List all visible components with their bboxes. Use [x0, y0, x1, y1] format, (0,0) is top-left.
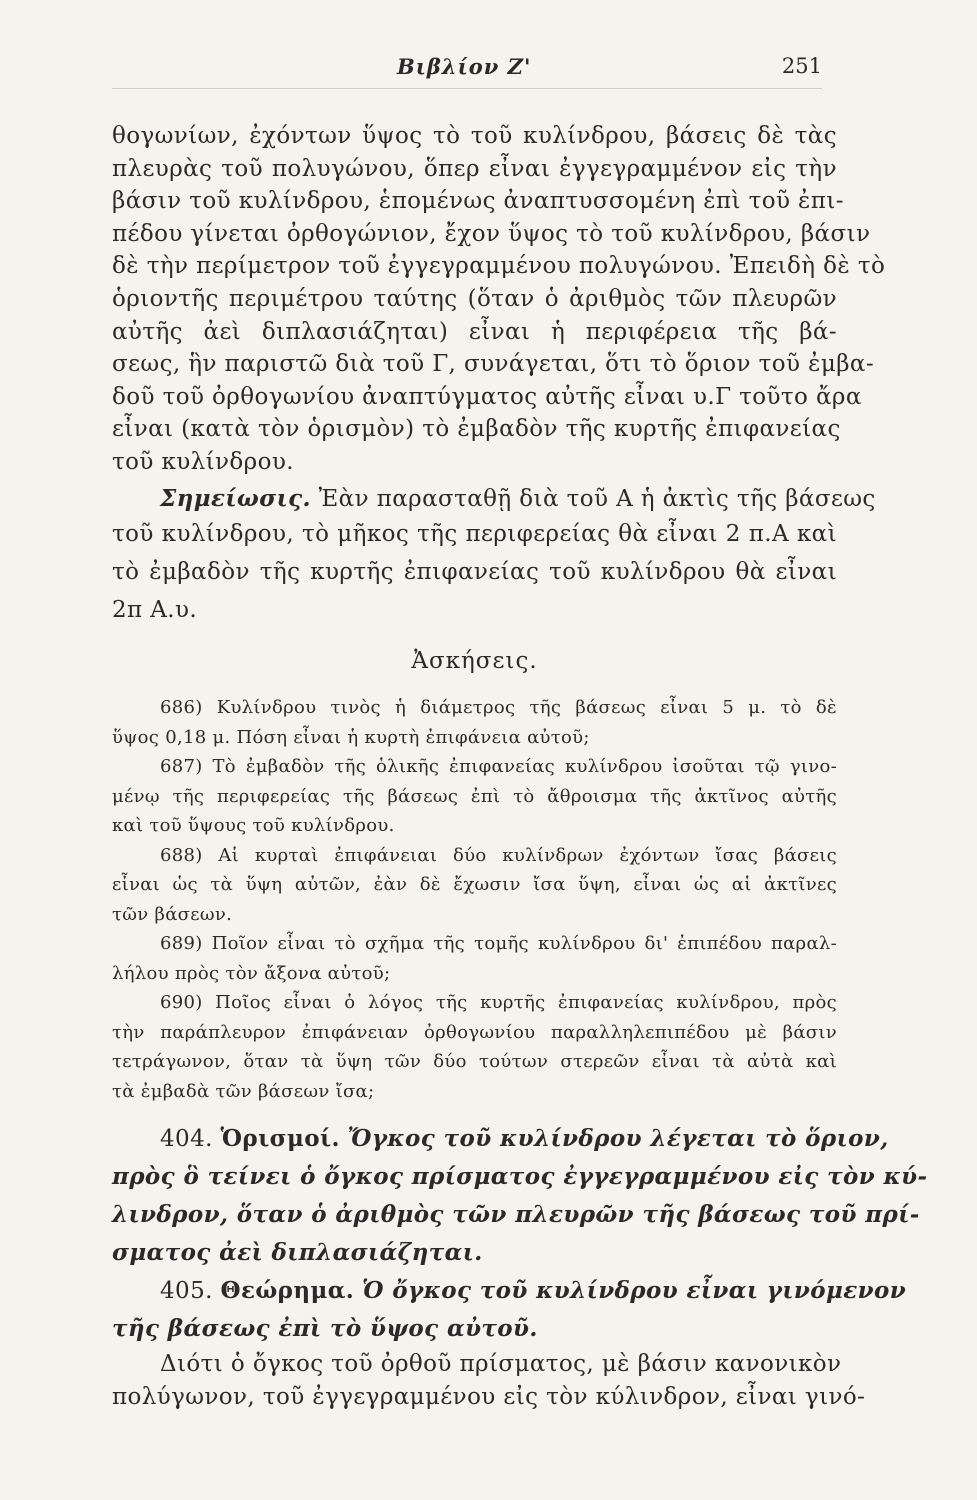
theorem-paragraph — [112, 1272, 907, 1414]
exercise-line: λήλου πρὸς τὸν ἄξονα αὐτοῦ; — [112, 962, 391, 984]
text-line: δοῦ τοῦ ὀρθογωνίου ἀναπτύγματος αὐτῆς εἶναι υ.Γ τοῦτο ἄρα — [112, 383, 862, 410]
proof-line: πολύγωνον, τοῦ ἐγγεγραμμένου εἰς τὸν κύλινδρον, εἶναι γινό- — [112, 1384, 866, 1411]
exercise-item — [112, 929, 837, 988]
page-number: 251 — [781, 54, 822, 78]
exercise-item — [112, 988, 837, 1106]
definition-line: σματος ἀεὶ διπλασιάζηται. — [112, 1239, 483, 1267]
exercise-line: εἶναι ὡς τὰ ὕψη αὐτῶν, ἐὰν δὲ ἔχωσιν ἴσα ὕψη, εἶναι ὡς αἱ ἀκτῖνες — [112, 874, 837, 896]
exercise-item — [112, 693, 837, 752]
theorem-label: Θεώρημα. — [220, 1277, 355, 1305]
text-line: 2π Α.υ. — [112, 597, 198, 624]
text-line: ὁριοντῆς περιμέτρου ταύτης (ὅταν ὁ ἀριθμὸς τῶν πλευρῶν — [112, 285, 837, 312]
text-line: σεως, ἣν παριστῶ διὰ τοῦ Γ, συνάγεται, ὅτι τὸ ὅριον τοῦ ἐμβα- — [112, 351, 874, 378]
theorem-first-line — [112, 1272, 907, 1310]
text-line: τοῦ κυλίνδρου. — [112, 448, 294, 475]
text-line: δὲ τὴν περίμετρον τοῦ ἐγγεγραμμένου πολυγώνου. Ἐπειδὴ δὲ τὸ — [112, 253, 886, 280]
exercise-line: μένῳ τῆς περιφερείας τῆς βάσεως ἐπὶ τὸ ἄθροισμα τῆς ἀκτῖνος αὐτῆς — [112, 785, 837, 807]
note-label: Σημείωσις. — [160, 484, 311, 512]
exercise-line: 689) Ποῖον εἶναι τὸ σχῆμα τῆς τομῆς κυλίνδρου δι' ἐπιπέδου παραλ- — [160, 933, 837, 955]
exercise-line: 688) Αἱ κυρταὶ ἐπιφάνειαι δύο κυλίνδρων ἐχόντων ἴσας βάσεις — [160, 844, 837, 866]
text-line: εἶναι (κατὰ τὸν ὁρισμὸν) τὸ ἐμβαδὸν τῆς κυρτῆς ἐπιφανείας — [112, 416, 841, 443]
text-line: αὐτῆς ἀεὶ διπλασιάζηται) εἶναι ἡ περιφέρεια τῆς βά- — [112, 318, 837, 345]
definition-first-line — [112, 1120, 889, 1158]
exercise-line: ὕψος 0,18 μ. Πόση εἶναι ἡ κυρτὴ ἐπιφάνεια αὐτοῦ; — [112, 726, 590, 748]
exercise-item — [112, 752, 837, 841]
theorem-line: τῆς βάσεως ἐπὶ τὸ ὕψος αὐτοῦ. — [112, 1315, 538, 1343]
text-line: πέδου γίνεται ὀρθογώνιον, ἔχον ὕψος τὸ τοῦ κυλίνδρου, βάσιν — [112, 220, 871, 247]
definition-line: λινδρον, ὅταν ὁ ἀριθμὸς τῶν πλευρῶν τῆς βάσεως τοῦ πρί- — [112, 1201, 920, 1229]
theorem-number: 405. — [160, 1278, 213, 1305]
note-first-line — [112, 483, 876, 516]
exercise-line: 686) Κυλίνδρου τινὸς ἡ διάμετρος τῆς βάσεως εἶναι 5 μ. τὸ δὲ — [160, 697, 837, 719]
definition-line: πρὸς ὃ τείνει ὁ ὄγκος πρίσματος ἐγγεγραμμένου εἰς τὸν κύ- — [112, 1163, 928, 1191]
note-paragraph — [112, 483, 876, 630]
exercise-line: 690) Ποῖος εἶναι ὁ λόγος τῆς κυρτῆς ἐπιφανείας κυλίνδρου, πρὸς — [160, 992, 837, 1014]
exercise-line: τῶν βάσεων. — [112, 903, 233, 925]
exercise-line: τὰ ἐμβαδὰ τῶν βάσεων ἴσα; — [112, 1080, 375, 1102]
text-line: θογωνίων, ἐχόντων ὕψος τὸ τοῦ κυλίνδρου, βάσεις δὲ τὰς — [112, 123, 837, 149]
exercise-line: 687) Τὸ ἐμβαδὸν τῆς ὁλικῆς ἐπιφανείας κυλίνδρου ἰσοῦται τῷ γινο- — [160, 756, 837, 778]
page-body — [112, 120, 928, 1414]
proof-line: Διότι ὁ ὄγκος τοῦ ὀρθοῦ πρίσματος, μὲ βάσιν κανονικὸν — [160, 1351, 842, 1378]
exercise-line: καὶ τοῦ ὕψους τοῦ κυλίνδρου. — [112, 815, 395, 837]
definition-number: 404. — [160, 1126, 213, 1153]
exercise-line: τετράγωνον, ὅταν τὰ ὕψη τῶν δύο τούτων στερεῶν εἶναι τὰ αὐτὰ καὶ — [112, 1051, 837, 1073]
exercise-item — [112, 841, 837, 930]
main-paragraph — [112, 120, 886, 479]
page-header — [112, 52, 822, 89]
text-line: τὸ ἐμβαδὸν τῆς κυρτῆς ἐπιφανείας τοῦ κυλίνδρου θὰ εἶναι — [112, 559, 837, 586]
text-line: πλευρὰς τοῦ πολυγώνου, ὅπερ εἶναι ἐγγεγραμμένον εἰς τὴν — [112, 155, 837, 182]
theorem-first-text: Ὁ ὄγκος τοῦ κυλίνδρου εἶναι γινόμενον — [361, 1277, 907, 1305]
text-line: βάσιν τοῦ κυλίνδρου, ἑπομένως ἀναπτυσσομένη ἐπὶ τοῦ ἐπι- — [112, 188, 844, 215]
definition-label: Ὁρισμοί. — [220, 1125, 340, 1153]
definition-paragraph — [112, 1120, 928, 1272]
exercises-list — [112, 693, 837, 1106]
text-line: τοῦ κυλίνδρου, τὸ μῆκος τῆς περιφερείας θὰ εἶναι 2 π.Α καὶ — [112, 521, 837, 548]
exercises-heading: Ἀσκήσεις. — [411, 648, 538, 675]
running-title: Βιβλίον Ζ' — [397, 54, 532, 79]
definition-first-text: Ὄγκος τοῦ κυλίνδρου λέγεται τὸ ὅριον, — [347, 1125, 889, 1153]
note-first-text: Ἐὰν παρασταθῇ διὰ τοῦ Α ἡ ἀκτὶς τῆς βάσεως — [318, 485, 876, 512]
exercise-line: τὴν παράπλευρον ἐπιφάνειαν ὀρθογωνίου παραλληλεπιπέδου μὲ βάσιν — [112, 1021, 837, 1043]
